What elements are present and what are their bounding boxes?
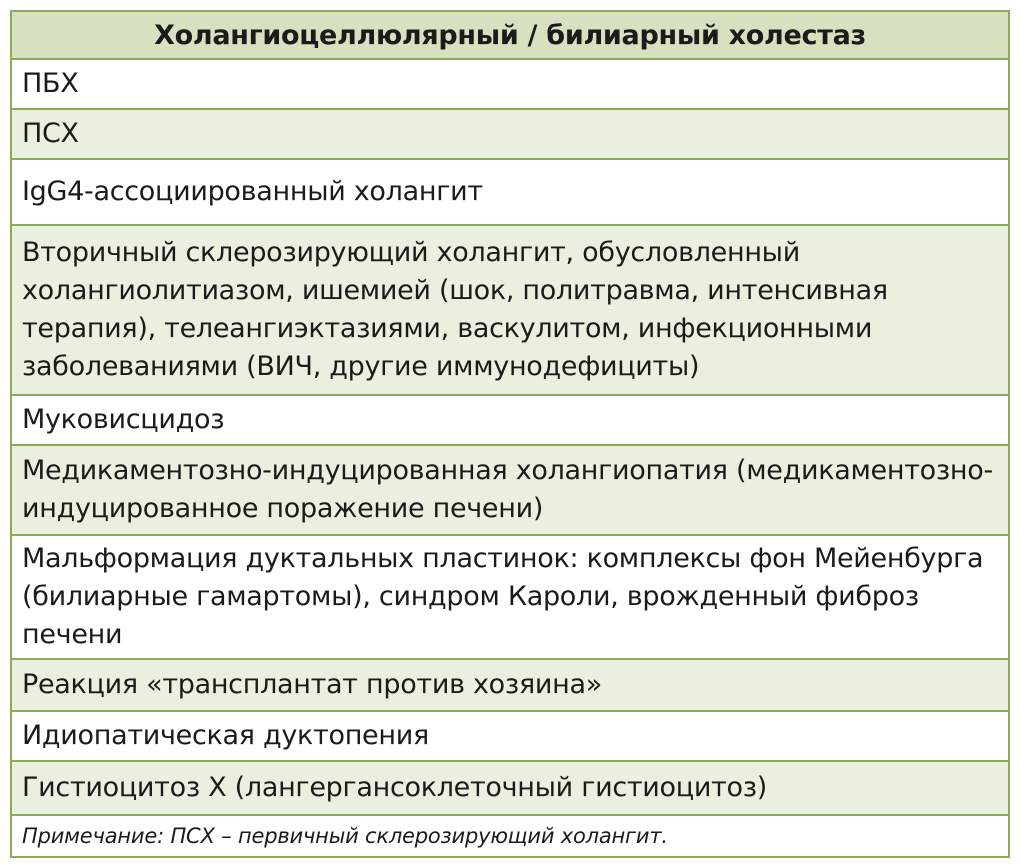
table-row <box>12 226 1008 396</box>
row-text: Медикаментозно-индуцированная холангиопатия (медикаментозно-индуцированное поражение печени) <box>22 455 993 524</box>
table-row <box>12 396 1008 446</box>
row-text: Гистиоцитоз Х (лангергансоклеточный гистиоцитоз) <box>22 772 768 803</box>
table-row <box>12 712 1008 762</box>
table-header: Холангиоцеллюлярный / билиарный холестаз <box>12 12 1008 60</box>
table-row <box>12 536 1008 660</box>
row-text: ПБХ <box>22 68 79 99</box>
row-text: Мальформация дуктальных пластинок: комплексы фон Мейенбурга (билиарные гамартомы), синдром Кароли, врожденный фиброз печени <box>22 543 984 650</box>
cholestasis-table <box>10 10 1010 858</box>
table-row <box>12 660 1008 712</box>
row-text: Муковисцидоз <box>22 404 225 435</box>
row-text: Вторичный склерозирующий холангит, обусловленный холангиолитиазом, ишемией (шок, политравма, интенсивная терапия), телеангиэктазиями, васкулитом, инфекционными заболеваниями (ВИЧ, другие иммунодефициты) <box>22 237 888 382</box>
row-text: Идиопатическая дуктопения <box>22 720 429 751</box>
row-text: Реакция «трансплантат против хозяина» <box>22 669 602 700</box>
table-row <box>12 110 1008 160</box>
row-text: ПСХ <box>22 118 79 149</box>
table-row <box>12 762 1008 816</box>
table-note: Примечание: ПСХ – первичный склерозирующий холангит. <box>12 816 1008 856</box>
table-row <box>12 160 1008 226</box>
table-row <box>12 446 1008 536</box>
table-row <box>12 60 1008 110</box>
row-text: IgG4-ассоциированный холангит <box>22 176 483 207</box>
